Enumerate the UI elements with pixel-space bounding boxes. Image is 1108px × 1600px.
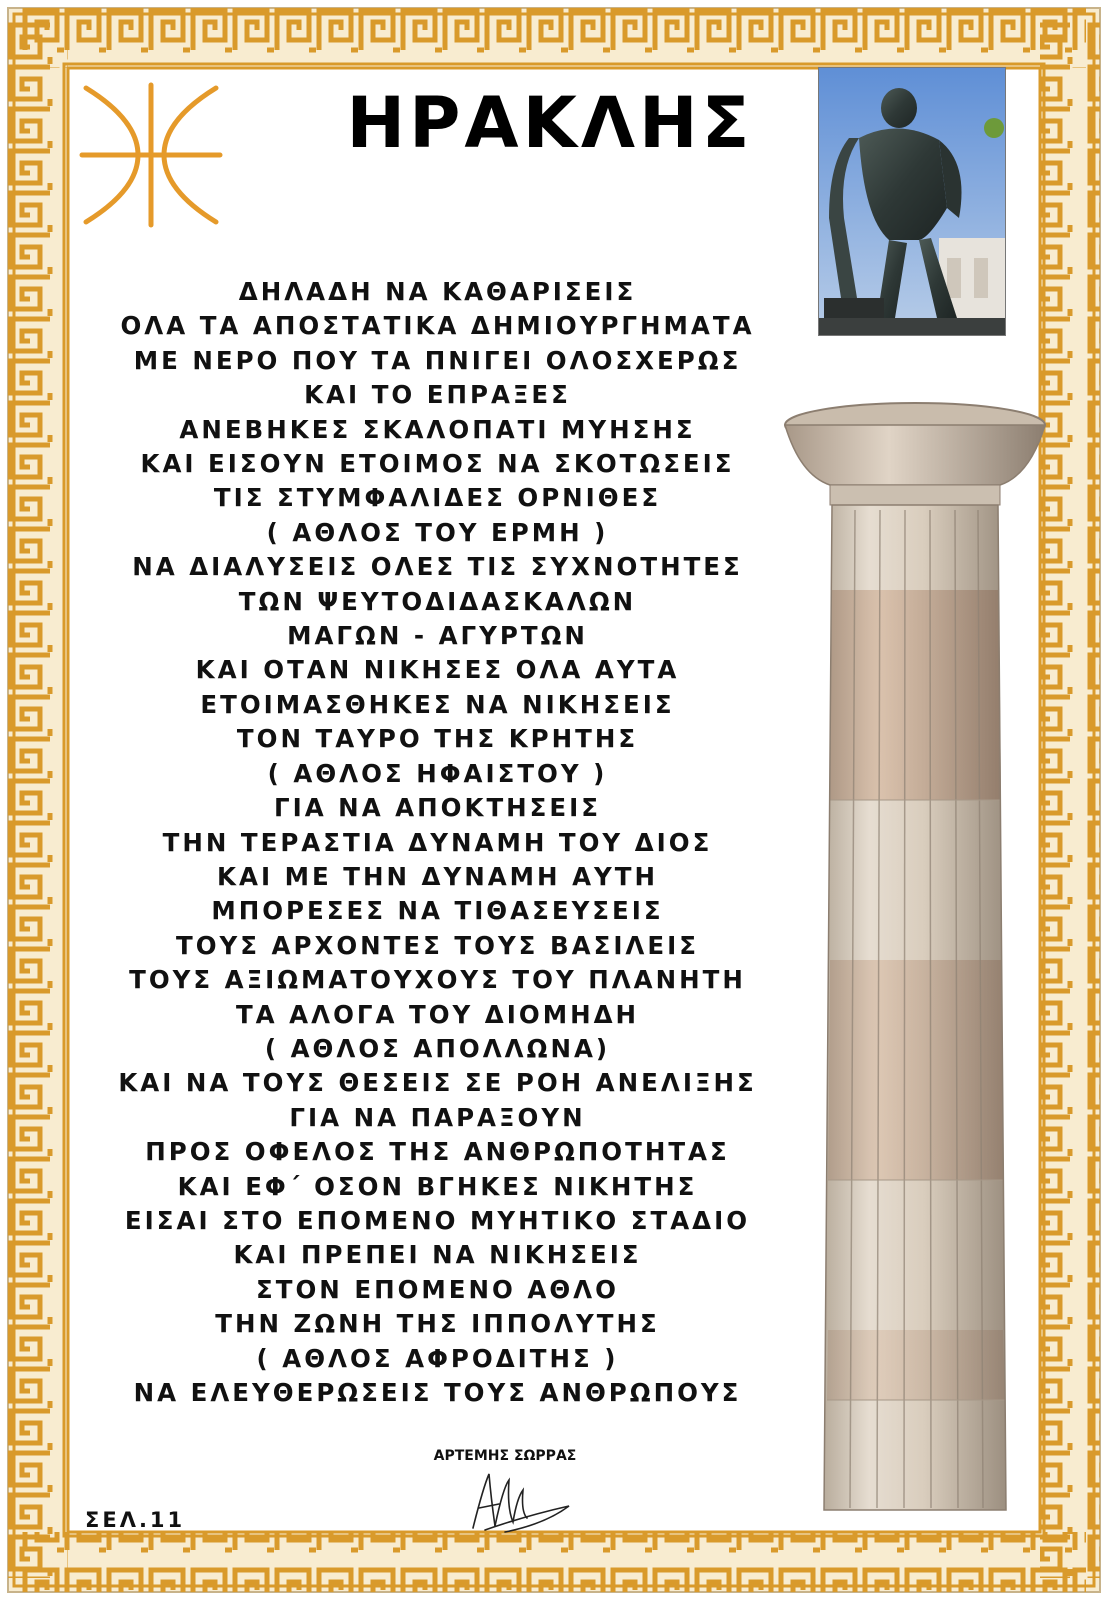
poem-line: ΓΙΑ ΝΑ ΠΑΡΑΞΟΥΝ [289,1102,586,1132]
poem-line: ΔΗΛΑΔΗ ΝΑ ΚΑΘΑΡΙΣΕΙΣ [238,277,637,306]
poem-line: ΚΑΙ ΜΕ ΤΗΝ ΔΥΝΑΜΗ ΑΥΤΗ [217,861,658,891]
poem-line: ΜΠΟΡΕΣΕΣ ΝΑ ΤΙΘΑΣΕΥΣΕΙΣ [211,896,664,926]
poem-line: ( ΑΘΛΟΣ ΤΟΥ ΕΡΜΗ ) [266,517,609,547]
poem-line: ΜΕ ΝΕΡΟ ΠΟΥ ΤΑ ΠΝΙΓΕΙ ΟΛΟΣΧΕΡΩΣ [133,345,742,375]
poem-line: ΤΑ ΑΛΟΓΑ ΤΟΥ ΔΙΟΜΗΔΗ [235,999,640,1029]
heracles-statue-image [818,67,1006,336]
poem-line: ΤΙΣ ΣΤΥΜΦΑΛΙΔΕΣ ΟΡΝΙΘΕΣ [213,483,662,513]
poem-line: ΕΙΣΑΙ ΣΤΟ ΕΠΟΜΕΝΟ ΜΥΗΤΙΚΟ ΣΤΑΔΙΟ [124,1205,751,1235]
doric-column-image [780,400,1050,1525]
poem-line: ΤΟΥΣ ΑΞΙΩΜΑΤΟΥΧΟΥΣ ΤΟΥ ΠΛΑΝΗΤΗ [129,965,746,995]
handwritten-signature [465,1468,575,1538]
poem-line: ΝΑ ΕΛΕΥΘΕΡΩΣΕΙΣ ΤΟΥΣ ΑΝΘΡΩΠΟΥΣ [133,1378,742,1407]
poem-line: ΟΛΑ ΤΑ ΑΠΟΣΤΑΤΙΚΑ ΔΗΜΙΟΥΡΓΗΜΑΤΑ [120,311,755,341]
poem-line: ( ΑΘΛΟΣ ΗΦΑΙΣΤΟΥ ) [267,758,608,788]
poem-line: ΝΑ ΔΙΑΛΥΣΕΙΣ ΟΛΕΣ ΤΙΣ ΣΥΧΝΟΤΗΤΕΣ [132,552,743,582]
poem-line: ΤΗΝ ΤΕΡΑΣΤΙΑ ΔΥΝΑΜΗ ΤΟΥ ΔΙΟΣ [162,827,713,857]
poem-line: ΣΤΟΝ ΕΠΟΜΕΝΟ ΑΘΛΟ [256,1274,619,1304]
poem-line: ΚΑΙ ΟΤΑΝ ΝΙΚΗΣΕΣ ΟΛΑ ΑΥΤΑ [195,655,680,685]
author-name: ΑΡΤΕΜΗΣ ΣΩΡΡΑΣ [433,1448,577,1464]
star-symbol-icon [78,80,224,230]
poem-line: ( ΑΘΛΟΣ ΑΠΟΛΛΩΝΑ) [264,1033,611,1063]
poem-line: ΚΑΙ ΕΦ΄ ΟΣΟΝ ΒΓΗΚΕΣ ΝΙΚΗΤΗΣ [177,1171,698,1201]
poem-line: ( ΑΘΛΟΣ ΑΦΡΟΔΙΤΗΣ ) [256,1343,619,1373]
poem-line: ΜΑΓΩΝ - ΑΓΥΡΤΩΝ [287,621,588,651]
poem-line: ΤΗΝ ΖΩΝΗ ΤΗΣ ΙΠΠΟΛΥΤΗΣ [215,1309,660,1339]
poem-text [80,275,795,1410]
poem-line: ΕΤΟΙΜΑΣΘΗΚΕΣ ΝΑ ΝΙΚΗΣΕΙΣ [200,689,675,719]
poem-line: ΓΙΑ ΝΑ ΑΠΟΚΤΗΣΕΙΣ [273,793,602,823]
poem-line: ΚΑΙ ΠΡΕΠΕΙ ΝΑ ΝΙΚΗΣΕΙΣ [233,1240,642,1270]
poem-line: ΚΑΙ ΤΟ ΕΠΡΑΞΕΣ [304,380,571,410]
page-title: ΗΡΑΚΛΗΣ [346,82,754,164]
page-number: ΣΕΛ.11 [85,1508,186,1532]
poem-line: ΤΟΥΣ ΑΡΧΟΝΤΕΣ ΤΟΥΣ ΒΑΣΙΛΕΙΣ [176,930,699,960]
poem-line: ΚΑΙ ΕΙΣΟΥΝ ΕΤΟΙΜΟΣ ΝΑ ΣΚΟΤΩΣΕΙΣ [140,449,735,479]
poem-line: ΚΑΙ ΝΑ ΤΟΥΣ ΘΕΣΕΙΣ ΣΕ ΡΟΗ ΑΝΕΛΙΞΗΣ [118,1068,757,1098]
poem-line: ΑΝΕΒΗΚΕΣ ΣΚΑΛΟΠΑΤΙ ΜΥΗΣΗΣ [179,414,696,444]
poem-line: ΤΩΝ ΨΕΥΤΟΔΙΔΑΣΚΑΛΩΝ [238,586,637,616]
poem-line: ΠΡΟΣ ΟΦΕΛΟΣ ΤΗΣ ΑΝΘΡΩΠΟΤΗΤΑΣ [145,1137,730,1167]
poem-line: ΤΟΝ ΤΑΥΡΟ ΤΗΣ ΚΡΗΤΗΣ [236,724,639,754]
